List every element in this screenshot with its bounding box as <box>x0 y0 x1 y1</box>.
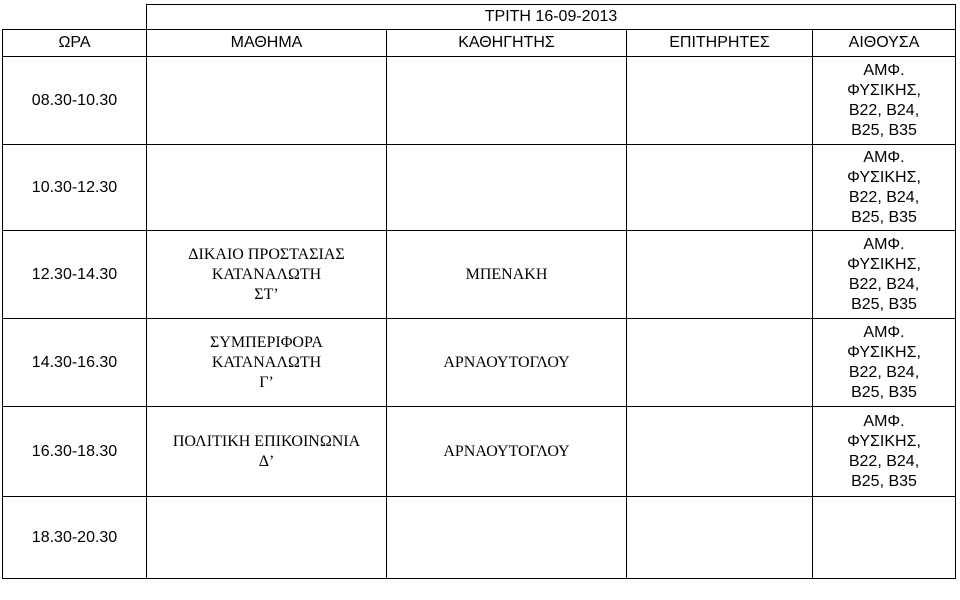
course-cell <box>147 319 387 407</box>
teacher-cell: ΜΠΕΝΑΚΗ <box>387 231 627 319</box>
proctors-cell <box>627 57 813 145</box>
room-line: ΦΥΣΙΚΗΣ, <box>847 168 921 186</box>
proctors-cell <box>627 319 813 407</box>
room-line: ΑΜΦ. <box>863 323 905 341</box>
top-left-blank <box>3 5 147 30</box>
course-line: ΣΥΜΠΕΡΙΦΟΡΑ <box>210 333 323 351</box>
room-line: Β25, Β35 <box>851 383 917 401</box>
room-line: Β25, Β35 <box>851 295 917 313</box>
room-cell <box>813 497 956 579</box>
proctors-cell <box>627 407 813 497</box>
table-row <box>3 319 956 407</box>
teacher-cell <box>387 497 627 579</box>
room-line: Β25, Β35 <box>851 121 917 139</box>
room-line: ΑΜΦ. <box>863 235 905 253</box>
course-line: ΔΙΚΑΙΟ ΠΡΟΣΤΑΣΙΑΣ <box>188 245 345 263</box>
room-line: Β22, Β24, <box>848 101 920 119</box>
room-line: ΑΜΦ. <box>863 148 905 166</box>
proctors-cell <box>627 497 813 579</box>
room-line: Β22, Β24, <box>848 363 920 381</box>
time-slot: 10.30-12.30 <box>3 145 147 231</box>
proctors-cell <box>627 231 813 319</box>
table-row <box>3 145 956 231</box>
room-line: Β22, Β24, <box>848 188 920 206</box>
room-line: ΦΥΣΙΚΗΣ, <box>847 255 921 273</box>
room-line: ΦΥΣΙΚΗΣ, <box>847 343 921 361</box>
header-time: ΩΡΑ <box>3 30 147 57</box>
header-course: ΜΑΘΗΜΑ <box>147 30 387 57</box>
header-row <box>3 30 956 57</box>
room-cell <box>813 319 956 407</box>
course-cell <box>147 57 387 145</box>
teacher-cell <box>387 57 627 145</box>
room-line: Β25, Β35 <box>851 208 917 226</box>
room-line: ΦΥΣΙΚΗΣ, <box>847 432 921 450</box>
course-line: ΚΑΤΑΝΑΛΩΤΗ <box>211 265 322 283</box>
time-slot: 18.30-20.30 <box>3 497 147 579</box>
course-cell <box>147 231 387 319</box>
table-row <box>3 407 956 497</box>
teacher-cell <box>387 145 627 231</box>
exam-timetable <box>2 4 956 579</box>
time-slot: 08.30-10.30 <box>3 57 147 145</box>
room-line: Β22, Β24, <box>848 275 920 293</box>
date-title: ΤΡΙΤΗ 16-09-2013 <box>147 5 956 30</box>
course-cell <box>147 497 387 579</box>
room-line: Β25, Β35 <box>851 472 917 490</box>
room-line: Β22, Β24, <box>848 452 920 470</box>
table-row <box>3 231 956 319</box>
time-slot: 14.30-16.30 <box>3 319 147 407</box>
room-cell <box>813 57 956 145</box>
time-slot: 16.30-18.30 <box>3 407 147 497</box>
room-line: ΦΥΣΙΚΗΣ, <box>847 81 921 99</box>
course-line: Δ’ <box>258 452 275 470</box>
room-line: ΑΜΦ. <box>863 412 905 430</box>
table-row <box>3 497 956 579</box>
course-line: ΚΑΤΑΝΑΛΩΤΗ <box>211 353 322 371</box>
teacher-cell: ΑΡΝΑΟΥΤΟΓΛΟΥ <box>387 407 627 497</box>
teacher-cell: ΑΡΝΑΟΥΤΟΓΛΟΥ <box>387 319 627 407</box>
proctors-cell <box>627 145 813 231</box>
room-cell <box>813 231 956 319</box>
table-row <box>3 57 956 145</box>
course-line: ΠΟΛΙΤΙΚΗ ΕΠΙΚΟΙΝΩΝΙΑ <box>172 432 361 450</box>
header-room: ΑΙΘΟΥΣΑ <box>813 30 956 57</box>
header-teacher: ΚΑΘΗΓΗΤΗΣ <box>387 30 627 57</box>
course-cell <box>147 407 387 497</box>
time-slot: 12.30-14.30 <box>3 231 147 319</box>
course-line: ΣΤ’ <box>254 285 279 303</box>
course-line: Γ’ <box>259 373 274 391</box>
course-cell <box>147 145 387 231</box>
header-proctors: ΕΠΙΤΗΡΗΤΕΣ <box>627 30 813 57</box>
room-cell <box>813 407 956 497</box>
room-cell <box>813 145 956 231</box>
room-line: ΑΜΦ. <box>863 61 905 79</box>
